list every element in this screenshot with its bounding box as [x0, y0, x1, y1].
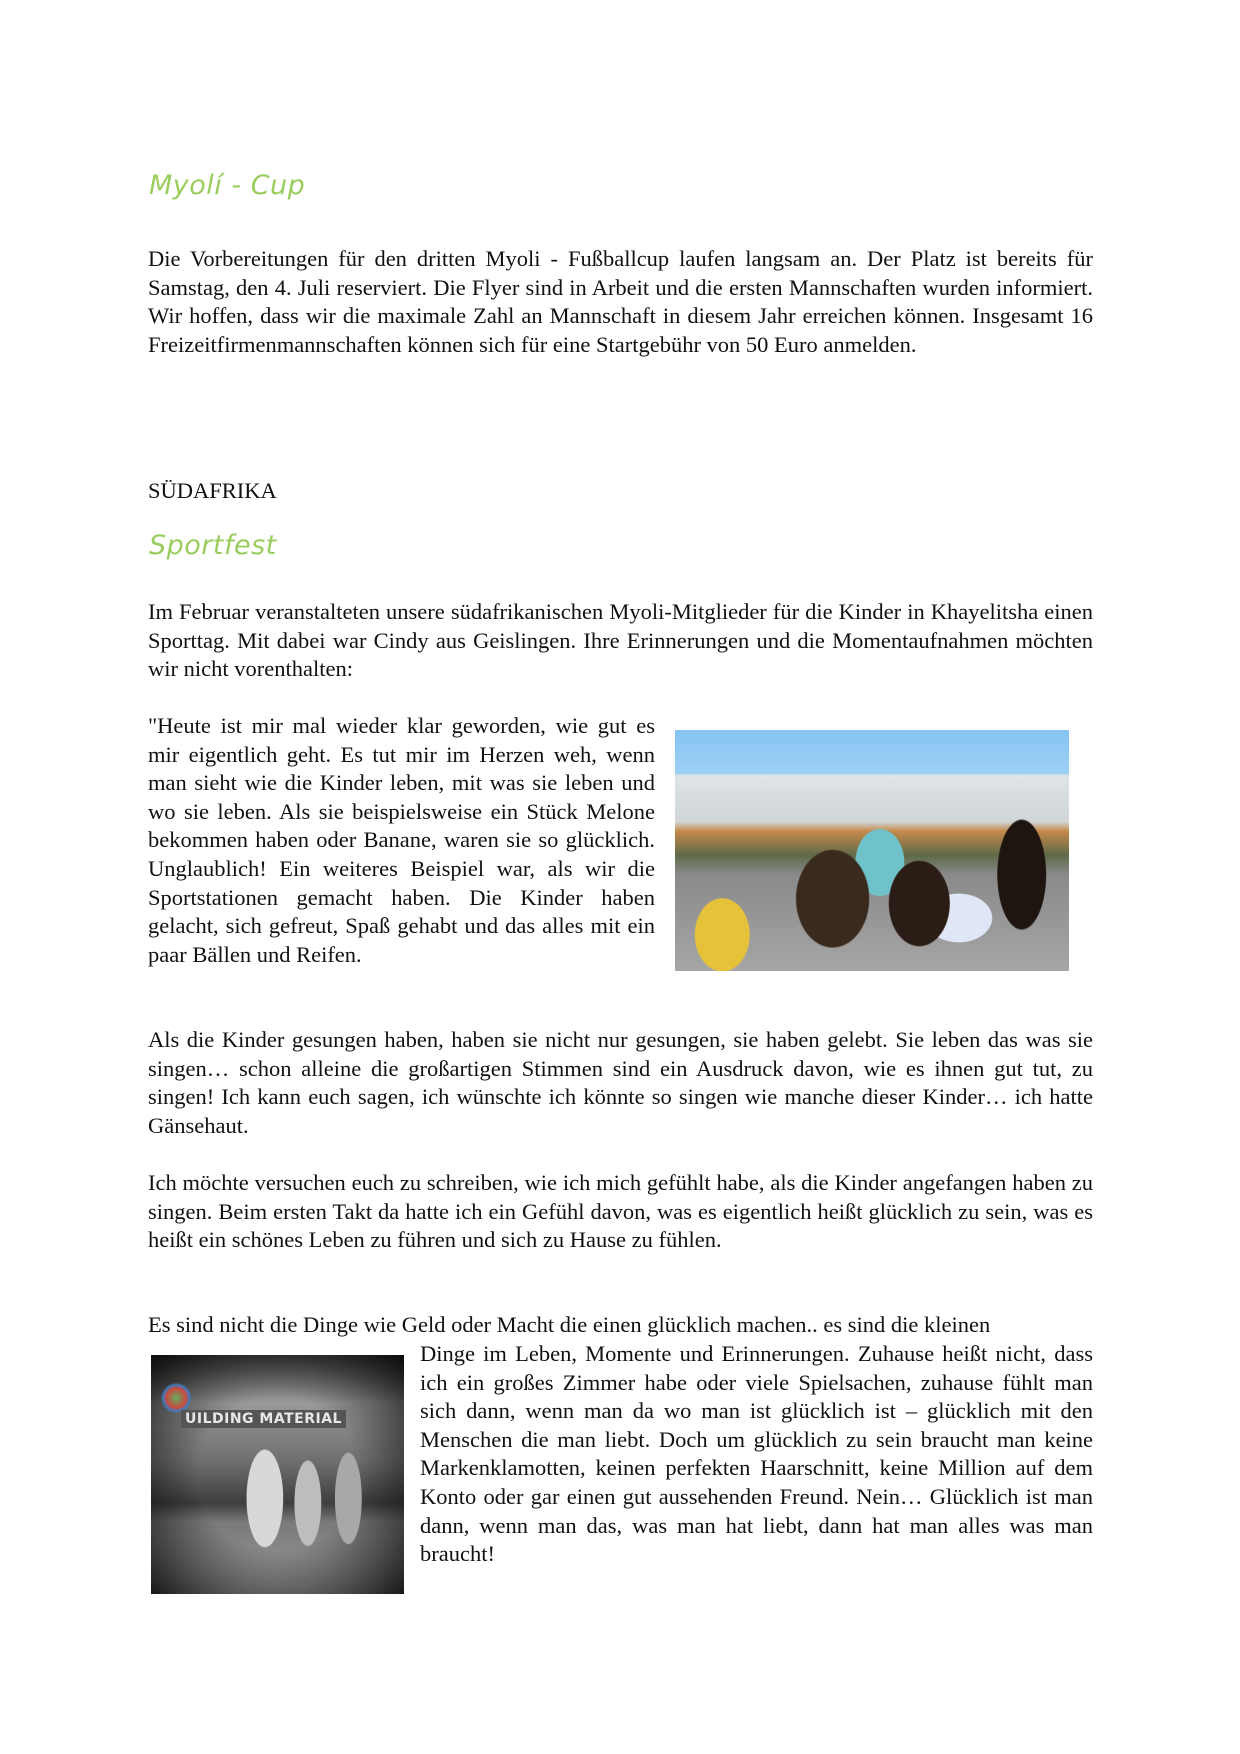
quote-paragraph-3: Ich möchte versuchen euch zu schreiben, wie ich mich gefühlt habe, als die Kinder angefangen haben zu singen. Beim ersten Takt da hatte ich ein Gefühl davon, was es eigentlich heißt glücklich zu sein, was es heißt ein schönes Leben zu führen und sich zu Hause zu fühlen. [148, 1170, 1093, 1253]
photo-children-ball-bw [151, 1355, 404, 1594]
photo-sign-text: UILDING MATERIAL [181, 1410, 346, 1428]
quote-paragraph-4-rest: Dinge im Leben, Momente und Erinnerungen. Zuhause heißt nicht, dass ich ein großes Zimmer habe oder viele Spielsachen, zuhause fühlt man sich dann, wenn man da wo man ist glücklich ist – glücklich mit den Menschen die man liebt. Doch um glücklich zu sein braucht man keine Markenklamotten, keinen perfekten Haarschnitt, keine Million auf dem Konto oder gar einen gut aussehenden Freund. Nein… Glücklich ist man dann, wenn man das, was man hat liebt, dann hat man alles was man braucht! [420, 1341, 1093, 1567]
quote-paragraph-1: "Heute ist mir mal wieder klar geworden, wie gut es mir eigentlich geht. Es tut mir im Herzen weh, wenn man sieht wie die Kinder leben, mit was sie leben und wo sie leben. Als sie beispielsweise ein Stück Melone bekommen haben oder Banane, waren sie so glücklich. Unglaublich! Ein weiteres Beispiel war, als wir die Sportstationen gemacht haben. Die Kinder haben gelacht, sich gefreut, Spaß gehabt und das alles mit ein paar Bällen und Reifen. [148, 713, 655, 967]
cup-paragraph: Die Vorbereitungen für den dritten Myoli - Fußballcup laufen langsam an. Der Platz ist bereits für Samstag, den 4. Juli reserviert. Die Flyer sind in Arbeit und die ersten Mannschaften wurden informiert. Wir hoffen, dass wir die maximale Zahl an Mannschaft in diesem Jahr erreichen können. Insgesamt 16 Freizeitfirmenmannschaften können sich für eine Startgebühr von 50 Euro anmelden. [148, 246, 1093, 357]
heading-sportfest: Sportfest [149, 530, 277, 561]
heading-myoli-cup: Myolí - Cup [149, 170, 306, 201]
section-label-suedafrika: SÜDAFRIKA [148, 478, 277, 503]
sportfest-intro: Im Februar veranstalteten unsere südafrikanischen Myoli-Mitglieder für die Kinder in Khayelitsha einen Sporttag. Mit dabei war Cindy aus Geislingen. Ihre Erinnerungen und die Momentaufnahmen möchten wir nicht vorenthalten: [148, 599, 1093, 682]
quote-paragraph-2: Als die Kinder gesungen haben, haben sie nicht nur gesungen, sie haben gelebt. Sie leben das was sie singen… schon alleine die großartigen Stimmen sind ein Ausdruck davon, wie es ihnen gut tut, zu singen! Ich kann euch sagen, ich wünschte ich könnte so singen wie manche dieser Kinder… ich hatte Gänsehaut. [148, 1027, 1093, 1138]
photo-children-group [675, 730, 1069, 971]
quote-paragraph-4-first-line: Es sind nicht die Dinge wie Geld oder Macht die einen glücklich machen.. es sind die kleinen [148, 1312, 991, 1337]
